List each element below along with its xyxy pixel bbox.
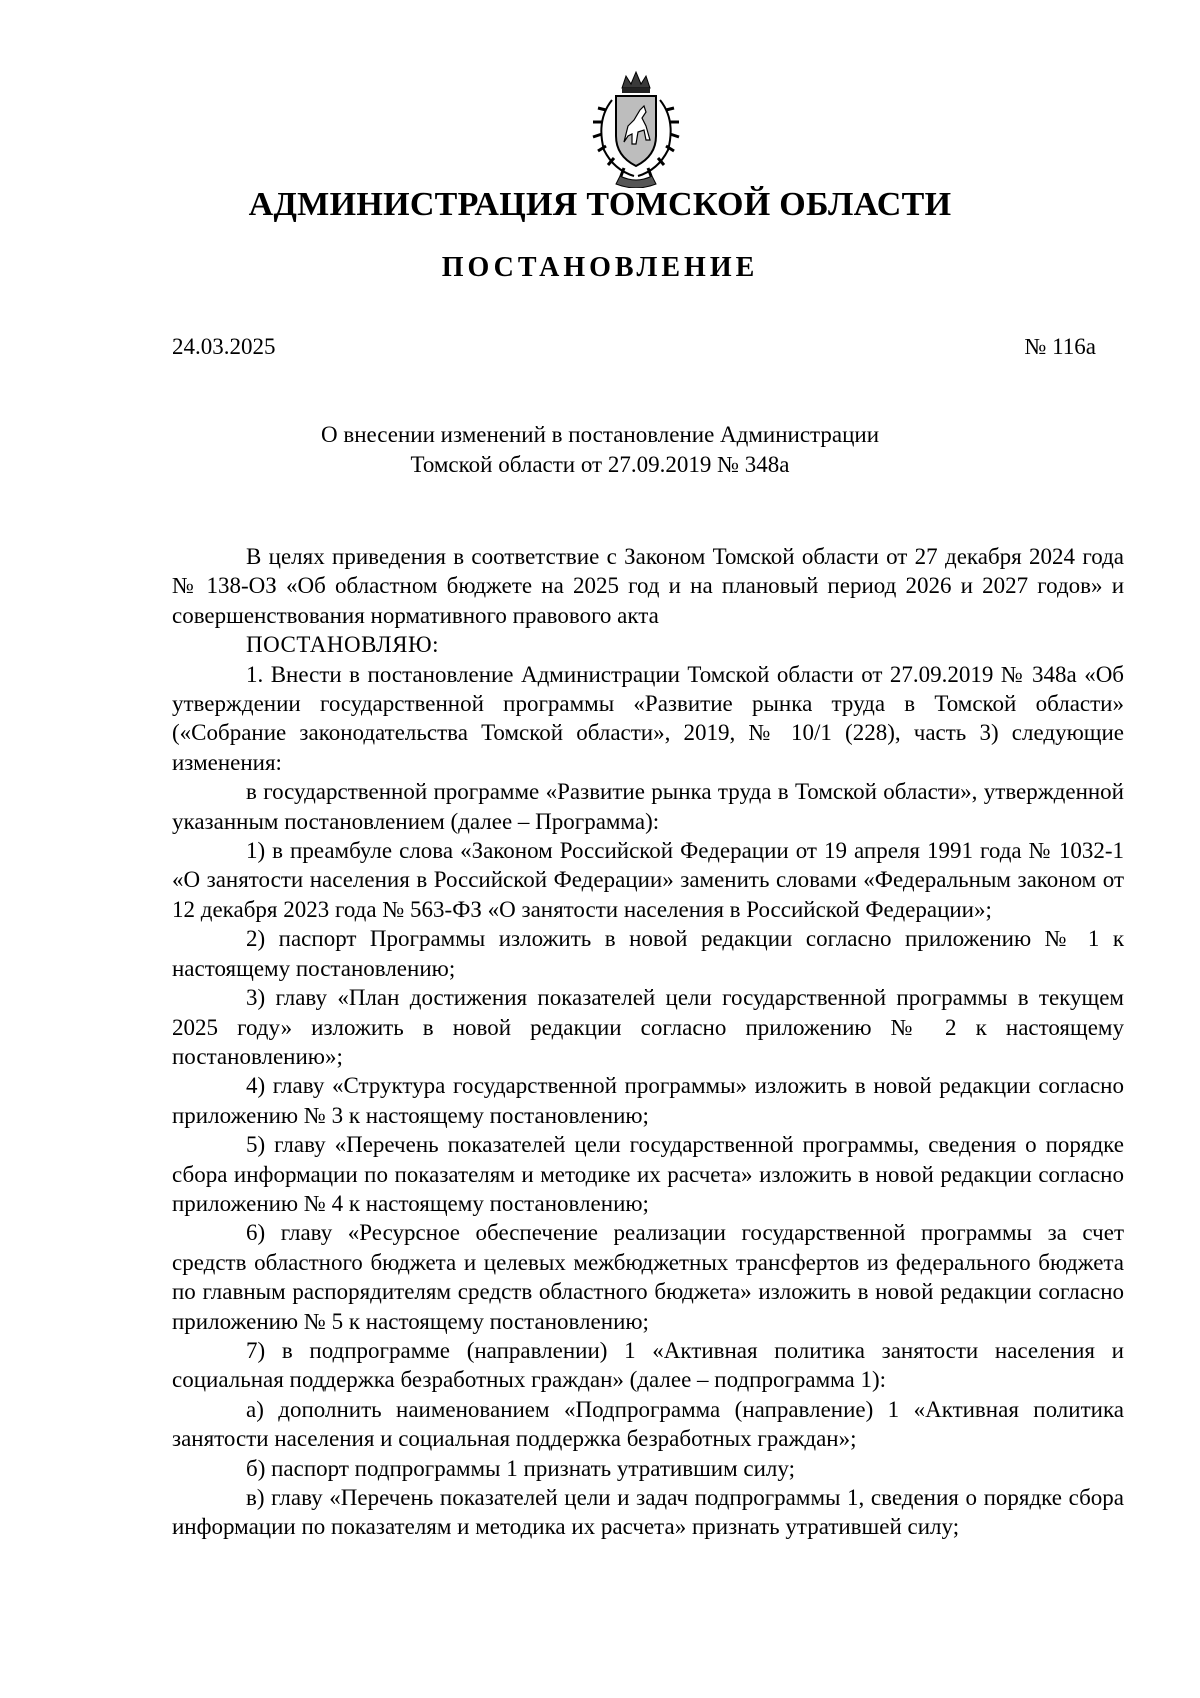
document-type: ПОСТАНОВЛЕНИЕ	[441, 252, 759, 283]
body-paragraph-9: 7) в подпрограмме (направлении) 1 «Активная политика занятости населения и социальная поддержка безработных граждан» (далее – подпрограмма 1):	[172, 1337, 1124, 1393]
body-paragraph-2: в государственной программе «Развитие рынка труда в Томской области», утвержденной указанным постановлением (далее – Программа):	[172, 779, 1124, 834]
body-paragraph-4: 2) паспорт Программы изложить в новой редакции согласно приложению № 1 к настоящему постановлению;	[172, 926, 1124, 981]
document-subject	[0, 420, 1200, 480]
body-paragraph-8: 6) главу «Ресурсное обеспечение реализации государственной программы за счет средств областного бюджета и целевых межбюджетных трансфертов из федерального бюджета по главным распорядителям средств областного бюджета» изложить в новой редакции согласно приложению № 5 к настоящему постановлению;	[172, 1220, 1124, 1334]
body-paragraph-10: а) дополнить наименованием «Подпрограмма (направление) 1 «Активная политика занятости населения и социальная поддержка безработных граждан»;	[172, 1396, 1124, 1452]
organization-title: АДМИНИСТРАЦИЯ ТОМСКОЙ ОБЛАСТИ	[248, 186, 952, 223]
document-number: № 116а	[1024, 334, 1096, 359]
body-paragraph-12: в) главу «Перечень показателей цели и задач подпрограммы 1, сведения о порядке сбора информации по показателям и методика их расчета» признать утратившей силу;	[172, 1485, 1124, 1540]
body-paragraph-7: 5) главу «Перечень показателей цели государственной программы, сведения о порядке сбора информации по показателям и методике их расчета» изложить в новой редакции согласно приложению № 4 к настоящему постановлению;	[172, 1132, 1124, 1216]
document-date: 24.03.2025	[172, 334, 276, 359]
subject-line-1: О внесении изменений в постановление Администрации	[320, 422, 880, 447]
body-paragraph-1: 1. Внести в постановление Администрации Томской области от 27.09.2019 № 348а «Об утверждении государственной программы «Развитие рынка труда в Томской области» («Собрание законодательства Томской области», 2019, № 10/1 (228), часть 3) следующие изменения:	[172, 661, 1124, 775]
preamble-paragraph: В целях приведения в соответствие с Законом Томской области от 27 декабря 2024 года № 138-ОЗ «Об областном бюджете на 2025 год и на плановый период 2026 и 2027 годов» и совершенствования нормативного правового акта	[172, 544, 1124, 628]
body-paragraph-11: б) паспорт подпрограммы 1 признать утратившим силу;	[246, 1455, 795, 1481]
body-paragraph-5: 3) главу «План достижения показателей цели государственной программы в текущем 2025 году» изложить в новой редакции согласно приложению № 2 к настоящему постановлению»;	[172, 985, 1124, 1069]
document-body	[172, 542, 1124, 1542]
subject-line-2: Томской области от 27.09.2019 № 348а	[410, 452, 790, 477]
body-paragraph-3: 1) в преамбуле слова «Законом Российской Федерации от 19 апреля 1991 года № 1032-1 «О занятости населения в Российской Федерации» заменить словами «Федеральным законом от 12 декабря 2023 года № 563-ФЗ «О занятости населения в Российской Федерации»;	[172, 838, 1124, 922]
body-paragraph-6: 4) главу «Структура государственной программы» изложить в новой редакции согласно приложению № 3 к настоящему постановлению;	[172, 1073, 1124, 1128]
decree-word: ПОСТАНОВЛЯЮ:	[246, 632, 440, 658]
coat-of-arms-icon	[584, 70, 688, 188]
